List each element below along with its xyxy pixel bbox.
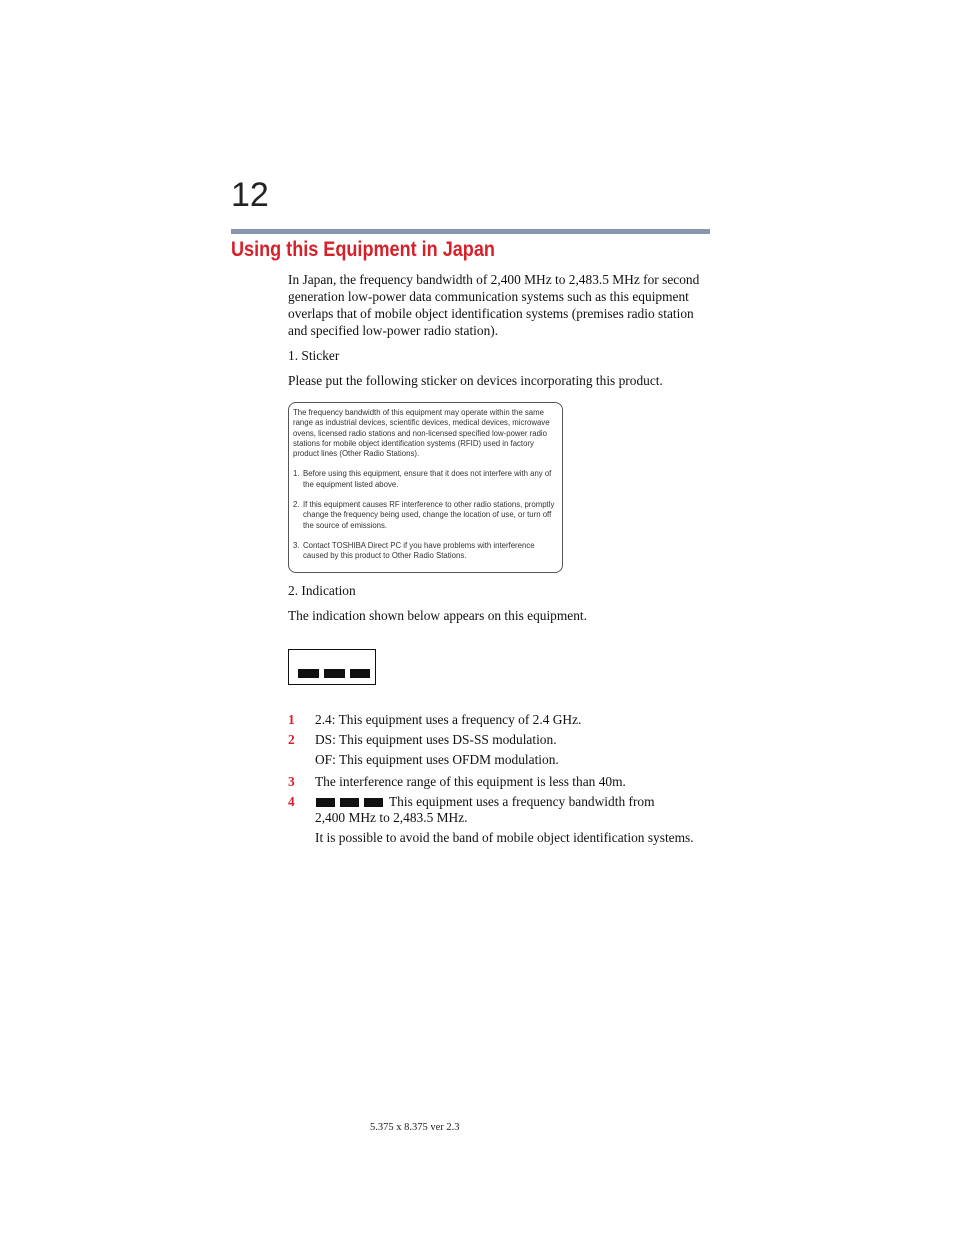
sticker-item-number: 1. bbox=[293, 469, 300, 479]
page-number: 12 bbox=[231, 176, 269, 214]
legend-text: The interference range of this equipment is less than 40m. bbox=[315, 774, 626, 789]
page-footer: 5.375 x 8.375 ver 2.3 bbox=[370, 1122, 460, 1133]
legend-number: 4 bbox=[288, 794, 295, 809]
legend-text: This equipment uses a frequency bandwidth from 2,400 MHz to 2,483.5 MHz. bbox=[315, 794, 655, 825]
legend-number: 3 bbox=[288, 774, 295, 789]
indication-block bbox=[324, 669, 345, 678]
legend-text: It is possible to avoid the band of mobile object identification systems. bbox=[315, 830, 694, 845]
intro-paragraph: In Japan, the frequency bandwidth of 2,400 MHz to 2,483.5 MHz for second generation low-power data communication systems such as this equipment overlaps that of mobile object identification systems (premises radio station and specified low-power radio station). bbox=[288, 272, 700, 338]
sticker-intro: The frequency bandwidth of this equipment may operate within the same range as industrial devices, scientific devices, medical devices, microwave ovens, licensed radio stations and non-licensed specified low-power radio stations for mobile object identification systems (RFID) used in factory product lines (Other Radio Stations). bbox=[293, 408, 550, 459]
indication-block bbox=[350, 669, 370, 678]
sticker-label bbox=[288, 402, 563, 573]
indication-block bbox=[298, 669, 319, 678]
legend-text: 2.4: This equipment uses a frequency of 2.4 GHz. bbox=[315, 712, 582, 727]
sticker-item-text: Before using this equipment, ensure that it does not interfere with any of the equipment listed above. bbox=[303, 469, 552, 489]
header-rule bbox=[231, 229, 710, 234]
indication-heading: 2. Indication bbox=[288, 583, 356, 598]
sticker-item bbox=[293, 500, 558, 531]
legend-number: 2 bbox=[288, 732, 295, 747]
indication-instruction: The indication shown below appears on this equipment. bbox=[288, 608, 587, 623]
sticker-item bbox=[293, 541, 558, 562]
sticker-item-number: 2. bbox=[293, 500, 300, 510]
sticker-item-number: 3. bbox=[293, 540, 300, 550]
sticker-item-text: Contact TOSHIBA Direct PC if you have problems with interference caused by this product to Other Radio Stations. bbox=[303, 540, 535, 561]
sticker-item-text: If this equipment causes RF interference to other radio stations, promptly change the frequency being used, change the location of use, or turn off the source of emissions. bbox=[303, 500, 555, 530]
legend-text: OF: This equipment uses OFDM modulation. bbox=[315, 752, 559, 767]
sticker-instruction: Please put the following sticker on devices incorporating this product. bbox=[288, 373, 663, 388]
sticker-heading: 1. Sticker bbox=[288, 348, 340, 363]
section-heading: Using this Equipment in Japan bbox=[231, 238, 495, 261]
indication-mark bbox=[288, 649, 376, 685]
legend-text: DS: This equipment uses DS-SS modulation. bbox=[315, 732, 557, 747]
legend-number: 1 bbox=[288, 712, 295, 727]
sticker-item bbox=[293, 469, 558, 490]
